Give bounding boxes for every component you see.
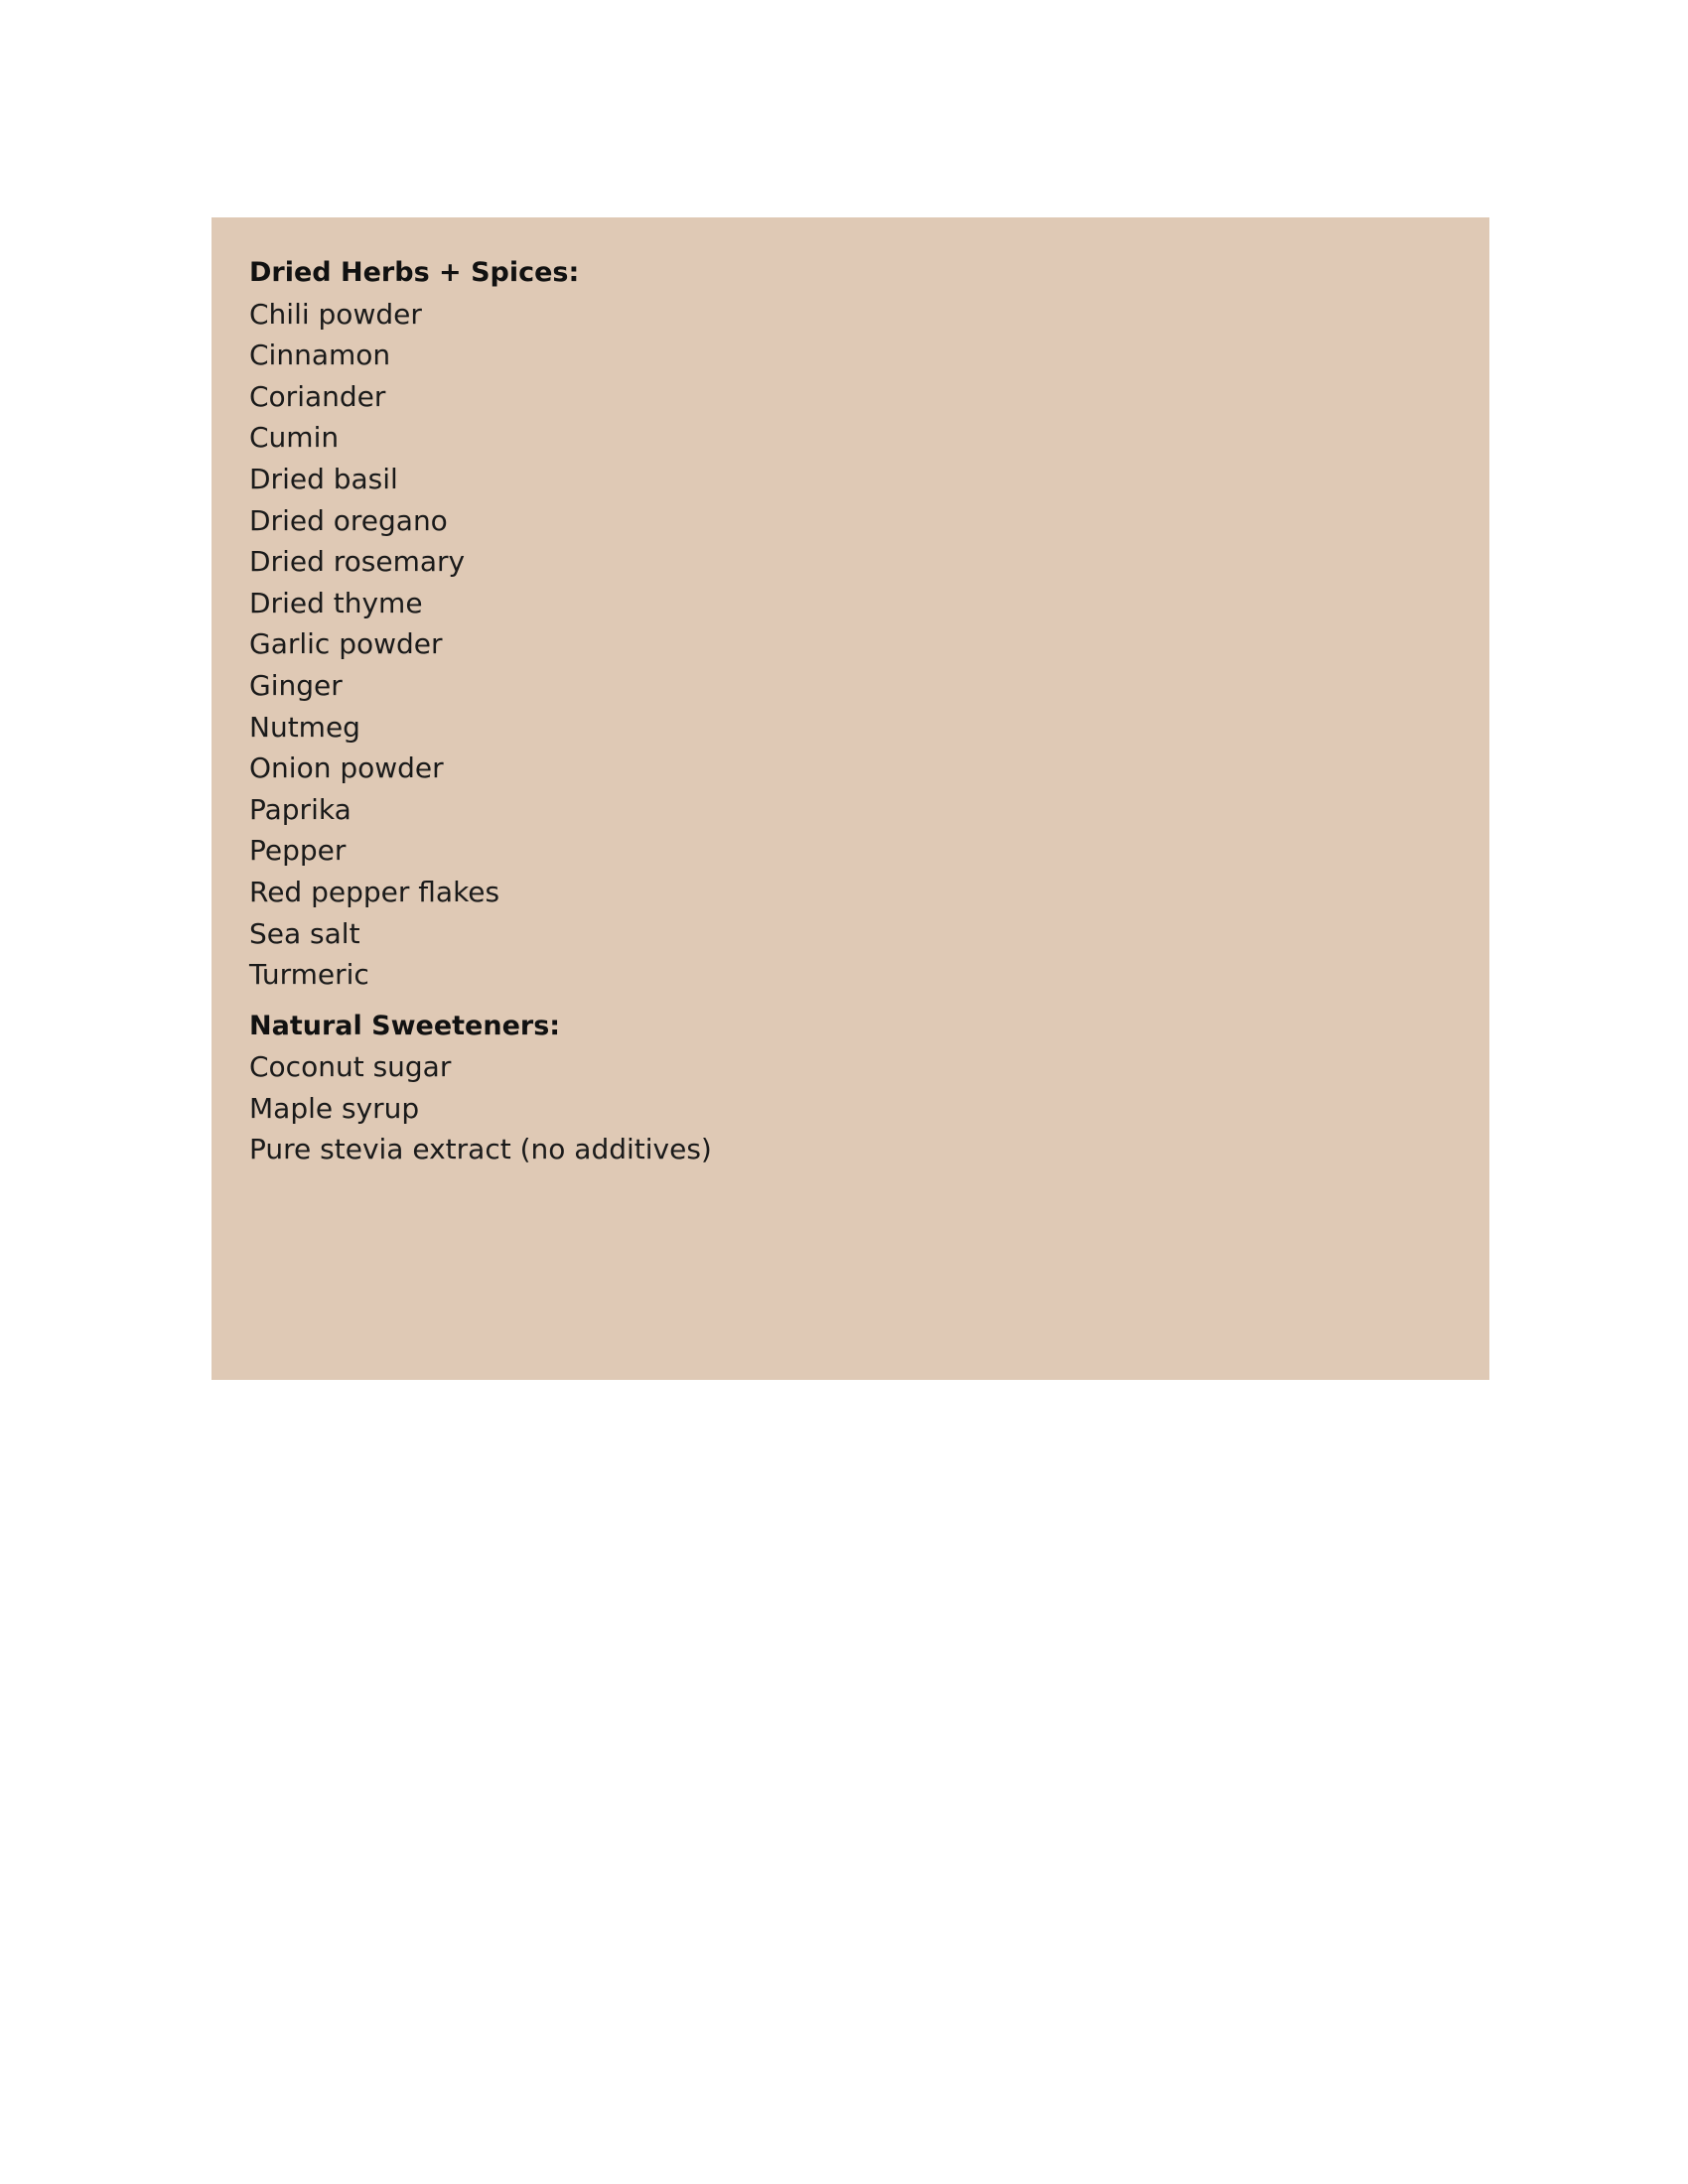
sweeteners-heading: Natural Sweeteners:: [249, 1010, 561, 1041]
list-item: Dried basil: [249, 462, 398, 495]
list-item: Garlic powder: [249, 627, 443, 661]
list-item: Sea salt: [249, 916, 360, 950]
list-item: Dried oregano: [249, 503, 448, 537]
list-item: Chili powder: [249, 297, 422, 331]
pantry-list-panel: [211, 217, 1489, 1380]
list-item: Paprika: [249, 792, 352, 826]
herbs-spices-list: [249, 294, 1489, 996]
list-item: Pepper: [249, 834, 347, 868]
list-item: Maple syrup: [249, 1091, 420, 1125]
list-item: Ginger: [249, 668, 343, 702]
list-item: Coriander: [249, 379, 386, 413]
list-item: Red pepper flakes: [249, 875, 500, 908]
herbs-spices-section: [249, 252, 1489, 996]
list-item: Dried thyme: [249, 586, 423, 619]
list-item: Dried rosemary: [249, 545, 466, 579]
sweeteners-list: [249, 1046, 1489, 1170]
list-item: Coconut sugar: [249, 1050, 452, 1084]
list-item: Nutmeg: [249, 710, 360, 744]
list-item: Cinnamon: [249, 339, 391, 372]
herbs-spices-heading: Dried Herbs + Spices:: [249, 257, 580, 288]
list-item: Cumin: [249, 421, 340, 455]
list-item: Onion powder: [249, 751, 444, 785]
list-item: Turmeric: [249, 958, 369, 992]
list-item: Pure stevia extract (no additives): [249, 1133, 712, 1166]
sweeteners-section: [249, 1006, 1489, 1170]
